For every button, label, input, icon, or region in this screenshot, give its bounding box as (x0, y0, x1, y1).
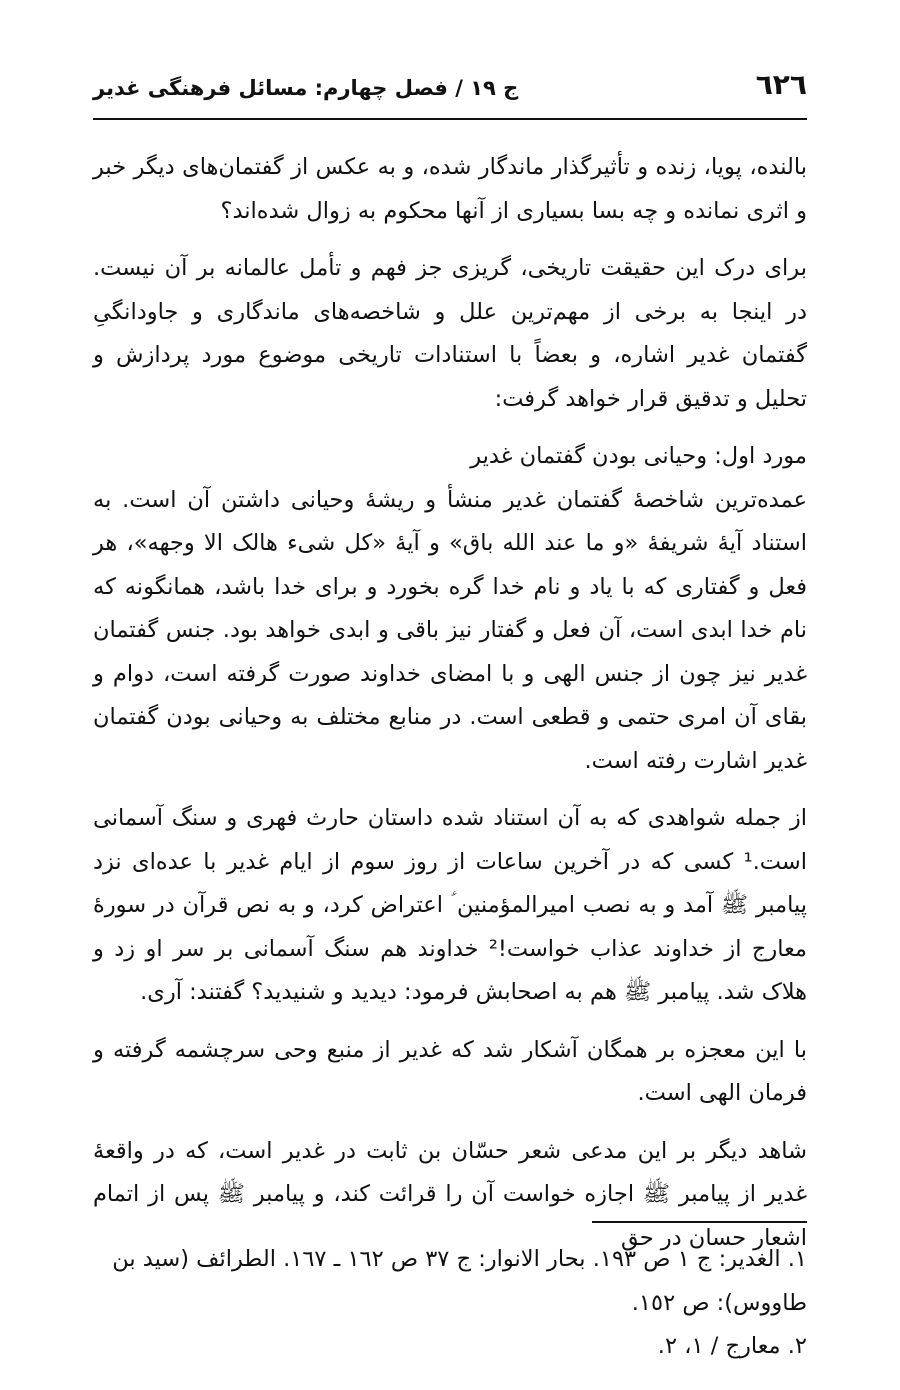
footnote: ٢. معارج / ١، ٢. (657, 1333, 807, 1359)
paragraph: برای درک این حقیقت تاریخی، گریزی جز فهم و تأمل عالمانه بر آن نیست. در اینجا به برخی از مهم‌ترین علل و شاخصه‌های ماندگاری و جاودانگیِ گفتمان غدیر اشاره، و بعضاً با استنادات تاریخی موضوع مورد پردازش و تحلیل و تدقیق قرار خواهد گرفت: (93, 255, 807, 412)
body-text (93, 146, 807, 1260)
paragraph: بالنده، پویا، زنده و تأثیرگذار ماندگار شده، و به عکس از گفتمان‌های دیگر خبر و اثری نمانده و چه بسا بسیاری از آنها محکوم به زوال شده‌اند؟ (93, 154, 807, 224)
page-header (93, 62, 807, 120)
page-number: ٦٢٦ (755, 68, 807, 101)
paragraph: از جمله شواهدی که به آن استناد شده داستان حارث فهری و سنگ آسمانی است.¹ کسی که در آخرین ساعات از روز سوم از ایام غدیر با عده‌ای نزد پیامبر ﷺ آمد و به نصب امیرالمؤمنین ؑ اعتراض کرد، و به نص قرآن در سورهٔ معارج از خداوند عذاب خواست!² خداوند هم سنگ آسمانی بر سر او زد و هلاک شد. پیامبر ﷺ هم به اصحابش فرمود: دیدید و شنیدید؟ گفتند: آری. (93, 805, 807, 1005)
paragraph: شاهد دیگر بر این مدعی شعر حسّان بن ثابت در غدیر است، که در واقعهٔ غدیر از پیامبر ﷺ اجازه خواست آن را قرائت کند، و پیامبر ﷺ پس از اتمام اشعار حسان در حق (93, 1137, 807, 1251)
section-heading: مورد اول: وحیانی بودن گفتمان غدیر (470, 443, 807, 469)
paragraph: عمده‌ترین شاخصهٔ گفتمان غدیر منشأ و ریشهٔ وحیانی داشتن آن است. به استناد آیهٔ شریفهٔ «و ما عند الله باق» و آیهٔ «کل شیء هالک الا وجهه»، هر فعل و گفتاری که با یاد و نام خدا گره بخورد و برای خدا باشد، همانگونه که نام خدا ابدی است، آن فعل و گفتار نیز باقی و ابدی خواهد بود. جنس گفتمان غدیر نیز چون از جنس الهی و با امضای خداوند صورت گرفته است، دوام و بقای آن امری حتمی و قطعی است. در منابع مختلف به وحیانی بودن گفتمان غدیر اشارت رفته است. (93, 486, 807, 774)
running-head: ج ١٩ / فصل چهارم: مسائل فرهنگی غدیر (93, 76, 519, 100)
footnote: ١. الغدیر: ج ١ ص ١٩٣. بحار الانوار: ج ٣٧ ص ١٦٢ ـ ١٦٧. الطرائف (سید بن طاووس): ص ١٥٢. (112, 1246, 807, 1316)
footnote-separator (592, 1221, 807, 1223)
paragraph: با این معجزه بر همگان آشکار شد که غدیر از منبع وحی سرچشمه گرفته و فرمان الهی است. (93, 1036, 807, 1106)
footnotes (93, 1238, 807, 1369)
